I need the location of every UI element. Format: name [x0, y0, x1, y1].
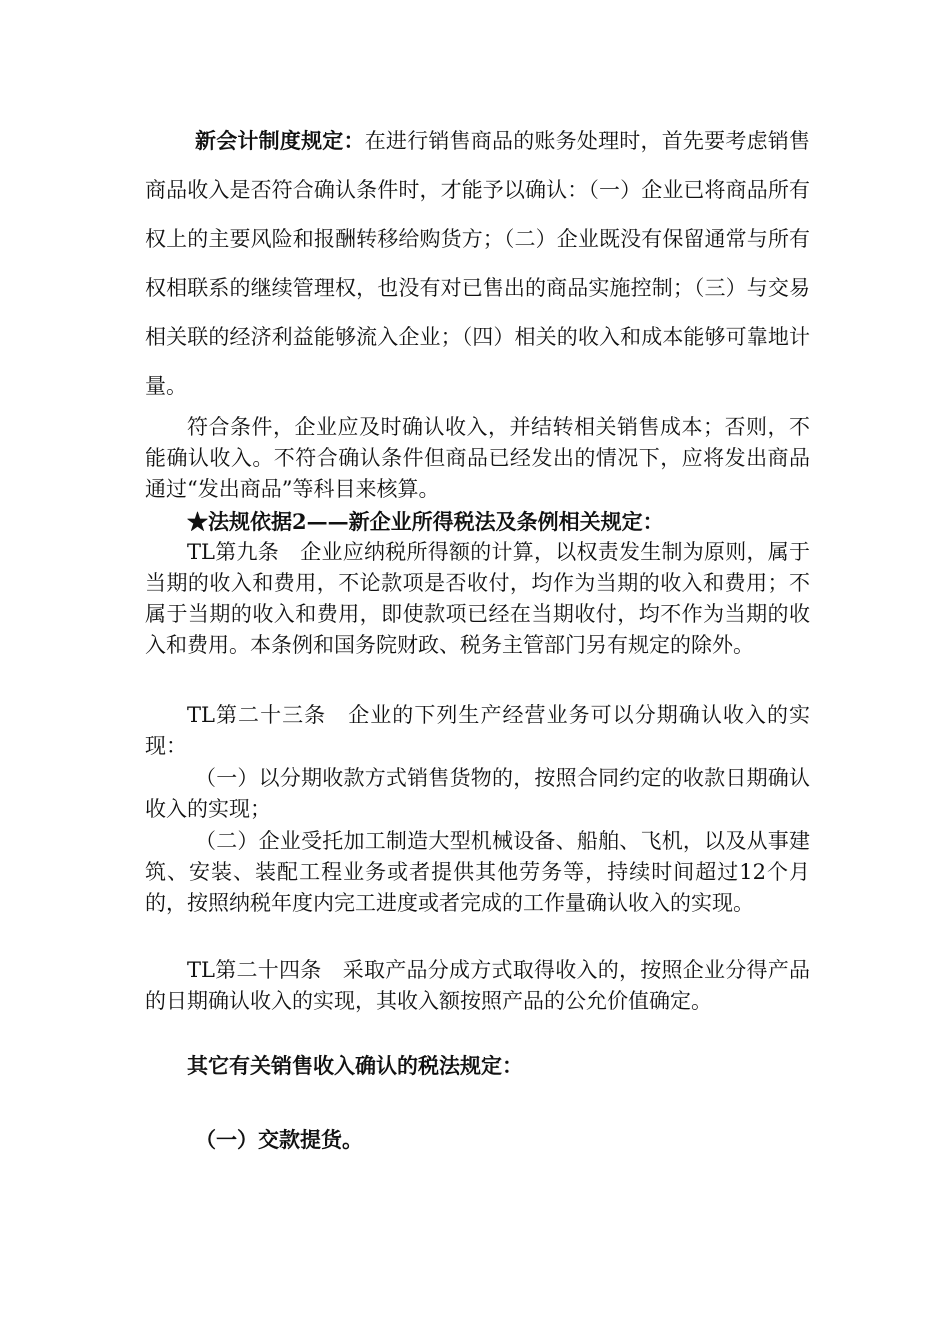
law-basis-heading: ★法规依据2——新企业所得税法及条例相关规定： — [187, 509, 664, 534]
article-24-paragraph: TL第二十四条 采取产品分成方式取得收入的，按照企业分得产品的日期确认收入的实现，其收入额按照产品的公允价值确定。 — [145, 958, 810, 1013]
sub-heading-payment-delivery: （一）交款提货。 — [195, 1127, 363, 1152]
article-23-item-1: （一）以分期收款方式销售货物的，按照合同约定的收款日期确认收入的实现； — [145, 766, 810, 821]
intro-body: 在进行销售商品的账务处理时，首先要考虑销售商品收入是否符合确认条件时，才能予以确认：（一）企业已将商品所有权上的主要风险和报酬转移给购货方；（二）企业既没有保留通常与所有权相联系的继续管理权，也没有对已售出的商品实施控制；（三）与交易相关联的经济利益能够流入企业；（四）相关的收入和成本能够可靠地计量。 — [145, 129, 811, 398]
article-23-item-2: （二）企业受托加工制造大型机械设备、船舶、飞机，以及从事建筑、安装、装配工程业务或者提供其他劳务等，持续时间超过12个月的，按照纳税年度内完工进度或者完成的工作量确认收入的实现。 — [145, 829, 810, 915]
article-23-paragraph: TL第二十三条 企业的下列生产经营业务可以分期确认收入的实现： — [145, 703, 810, 758]
paragraph-confirm-conditions: 符合条件，企业应及时确认收入，并结转相关销售成本；否则，不能确认收入。不符合确认条件但商品已经发出的情况下，应将发出商品通过“发出商品”等科目来核算。 — [145, 415, 810, 501]
article-9-paragraph: TL第九条 企业应纳税所得额的计算，以权责发生制为原则，属于当期的收入和费用，不论款项是否收付，均作为当期的收入和费用；不属于当期的收入和费用，即使款项已经在当期收付，均不作为当期的收入和费用。本条例和国务院财政、税务主管部门另有规定的除外。 — [145, 540, 810, 657]
intro-heading: 新会计制度规定： — [195, 128, 365, 153]
intro-paragraph — [145, 116, 810, 411]
other-rules-heading: 其它有关销售收入确认的税法规定： — [187, 1053, 523, 1078]
